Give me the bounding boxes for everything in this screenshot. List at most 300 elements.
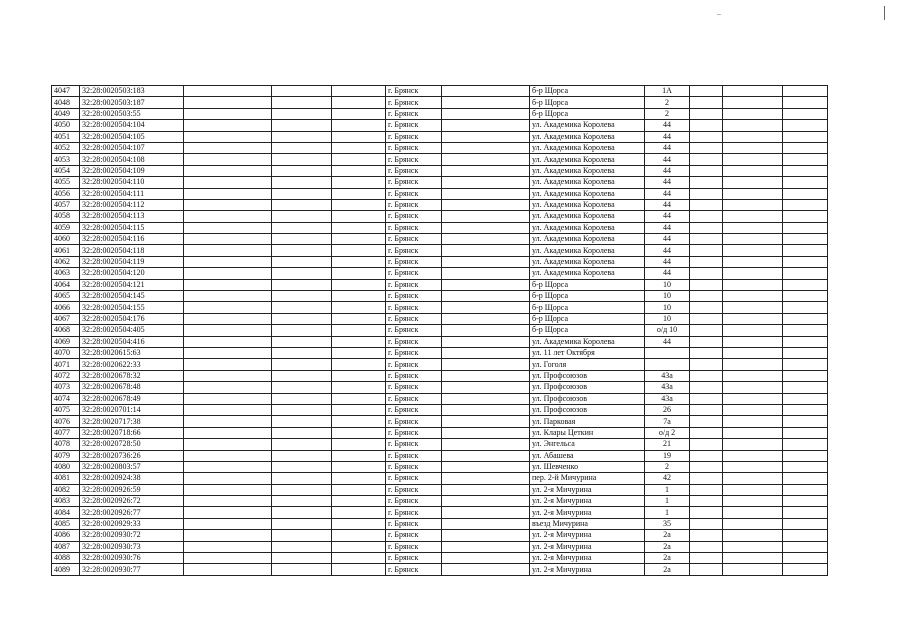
empty-cell bbox=[783, 177, 828, 188]
table-row bbox=[52, 211, 828, 222]
house-number-cell: 21 bbox=[645, 439, 690, 450]
cadastral-number-cell: 32:28:0020504:112 bbox=[80, 199, 184, 210]
empty-cell bbox=[442, 382, 530, 393]
table-row bbox=[52, 279, 828, 290]
house-number-cell: 2а bbox=[645, 541, 690, 552]
empty-cell bbox=[690, 120, 723, 131]
city-cell: г. Брянск bbox=[386, 382, 442, 393]
empty-cell bbox=[783, 222, 828, 233]
row-number-cell: 4081 bbox=[52, 473, 80, 484]
empty-cell bbox=[723, 268, 783, 279]
row-number-cell: 4074 bbox=[52, 393, 80, 404]
empty-cell bbox=[332, 473, 386, 484]
table-row bbox=[52, 154, 828, 165]
empty-cell bbox=[690, 268, 723, 279]
empty-cell bbox=[690, 165, 723, 176]
street-cell: ул. Парковая bbox=[530, 416, 645, 427]
empty-cell bbox=[723, 473, 783, 484]
cadastral-number-cell: 32:28:0020622:33 bbox=[80, 359, 184, 370]
row-number-cell: 4062 bbox=[52, 256, 80, 267]
street-cell: ул. Профсоюзов bbox=[530, 382, 645, 393]
empty-cell bbox=[272, 553, 332, 564]
city-cell: г. Брянск bbox=[386, 97, 442, 108]
cadastral-number-cell: 32:28:0020504:118 bbox=[80, 245, 184, 256]
empty-cell bbox=[783, 131, 828, 142]
empty-cell bbox=[332, 541, 386, 552]
street-cell: ул. Шевченко bbox=[530, 461, 645, 472]
empty-cell bbox=[723, 461, 783, 472]
cadastral-number-cell: 32:28:0020504:119 bbox=[80, 256, 184, 267]
empty-cell bbox=[184, 461, 272, 472]
row-number-cell: 4086 bbox=[52, 530, 80, 541]
empty-cell bbox=[442, 234, 530, 245]
empty-cell bbox=[723, 347, 783, 358]
house-number-cell: 2а bbox=[645, 530, 690, 541]
empty-cell bbox=[723, 131, 783, 142]
scan-edge-mark bbox=[884, 6, 885, 20]
house-number-cell: 10 bbox=[645, 313, 690, 324]
empty-cell bbox=[184, 541, 272, 552]
cadastral-number-cell: 32:28:0020929:33 bbox=[80, 518, 184, 529]
empty-cell bbox=[442, 473, 530, 484]
empty-cell bbox=[442, 86, 530, 97]
city-cell: г. Брянск bbox=[386, 279, 442, 290]
street-cell: ул. Профсоюзов bbox=[530, 404, 645, 415]
street-cell: ул. 2-я Мичурина bbox=[530, 496, 645, 507]
empty-cell bbox=[690, 245, 723, 256]
empty-cell bbox=[272, 325, 332, 336]
empty-cell bbox=[332, 291, 386, 302]
empty-cell bbox=[723, 279, 783, 290]
city-cell: г. Брянск bbox=[386, 142, 442, 153]
empty-cell bbox=[272, 291, 332, 302]
empty-cell bbox=[442, 518, 530, 529]
empty-cell bbox=[690, 370, 723, 381]
empty-cell bbox=[723, 245, 783, 256]
empty-cell bbox=[272, 268, 332, 279]
street-cell: ул. Академика Королева bbox=[530, 256, 645, 267]
empty-cell bbox=[723, 450, 783, 461]
empty-cell bbox=[442, 313, 530, 324]
row-number-cell: 4056 bbox=[52, 188, 80, 199]
empty-cell bbox=[783, 404, 828, 415]
empty-cell bbox=[332, 518, 386, 529]
empty-cell bbox=[783, 199, 828, 210]
table-row bbox=[52, 108, 828, 119]
empty-cell bbox=[332, 302, 386, 313]
empty-cell bbox=[332, 211, 386, 222]
empty-cell bbox=[690, 256, 723, 267]
street-cell: б-р Щорса bbox=[530, 313, 645, 324]
table-row bbox=[52, 427, 828, 438]
empty-cell bbox=[184, 86, 272, 97]
empty-cell bbox=[442, 291, 530, 302]
empty-cell bbox=[184, 393, 272, 404]
table-row bbox=[52, 518, 828, 529]
empty-cell bbox=[442, 188, 530, 199]
row-number-cell: 4066 bbox=[52, 302, 80, 313]
row-number-cell: 4076 bbox=[52, 416, 80, 427]
empty-cell bbox=[184, 234, 272, 245]
empty-cell bbox=[184, 439, 272, 450]
row-number-cell: 4058 bbox=[52, 211, 80, 222]
house-number-cell: 44 bbox=[645, 211, 690, 222]
house-number-cell: 2 bbox=[645, 108, 690, 119]
table-row bbox=[52, 439, 828, 450]
empty-cell bbox=[690, 211, 723, 222]
empty-cell bbox=[184, 302, 272, 313]
empty-cell bbox=[690, 131, 723, 142]
empty-cell bbox=[690, 427, 723, 438]
empty-cell bbox=[783, 108, 828, 119]
table-row bbox=[52, 461, 828, 472]
empty-cell bbox=[332, 325, 386, 336]
house-number-cell: 10 bbox=[645, 291, 690, 302]
empty-cell bbox=[783, 256, 828, 267]
cadastral-number-cell: 32:28:0020926:59 bbox=[80, 484, 184, 495]
empty-cell bbox=[184, 108, 272, 119]
empty-cell bbox=[723, 530, 783, 541]
table-row bbox=[52, 188, 828, 199]
empty-cell bbox=[783, 496, 828, 507]
empty-cell bbox=[272, 541, 332, 552]
street-cell: ул. Академика Королева bbox=[530, 154, 645, 165]
empty-cell bbox=[690, 86, 723, 97]
empty-cell bbox=[332, 97, 386, 108]
table-row bbox=[52, 268, 828, 279]
empty-cell bbox=[723, 302, 783, 313]
empty-cell bbox=[783, 359, 828, 370]
empty-cell bbox=[442, 530, 530, 541]
empty-cell bbox=[272, 177, 332, 188]
empty-cell bbox=[272, 439, 332, 450]
city-cell: г. Брянск bbox=[386, 234, 442, 245]
cadastral-number-cell: 32:28:0020930:77 bbox=[80, 564, 184, 575]
city-cell: г. Брянск bbox=[386, 222, 442, 233]
city-cell: г. Брянск bbox=[386, 416, 442, 427]
cadastral-number-cell: 32:28:0020504:416 bbox=[80, 336, 184, 347]
empty-cell bbox=[442, 564, 530, 575]
empty-cell bbox=[442, 142, 530, 153]
house-number-cell: 44 bbox=[645, 120, 690, 131]
street-cell: ул. 2-я Мичурина bbox=[530, 564, 645, 575]
cadastral-number-cell: 32:28:0020504:116 bbox=[80, 234, 184, 245]
street-cell: ул. Академика Королева bbox=[530, 268, 645, 279]
empty-cell bbox=[272, 234, 332, 245]
empty-cell bbox=[442, 211, 530, 222]
empty-cell bbox=[783, 245, 828, 256]
empty-cell bbox=[272, 245, 332, 256]
empty-cell bbox=[332, 86, 386, 97]
empty-cell bbox=[723, 120, 783, 131]
empty-cell bbox=[332, 222, 386, 233]
street-cell: ул. Академика Королева bbox=[530, 142, 645, 153]
empty-cell bbox=[272, 222, 332, 233]
empty-cell bbox=[723, 359, 783, 370]
row-number-cell: 4083 bbox=[52, 496, 80, 507]
house-number-cell: 10 bbox=[645, 302, 690, 313]
city-cell: г. Брянск bbox=[386, 291, 442, 302]
house-number-cell: 44 bbox=[645, 222, 690, 233]
empty-cell bbox=[783, 234, 828, 245]
house-number-cell: 1А bbox=[645, 86, 690, 97]
street-cell: ул. Академика Королева bbox=[530, 188, 645, 199]
city-cell: г. Брянск bbox=[386, 461, 442, 472]
house-number-cell bbox=[645, 359, 690, 370]
house-number-cell: 44 bbox=[645, 177, 690, 188]
row-number-cell: 4054 bbox=[52, 165, 80, 176]
empty-cell bbox=[723, 382, 783, 393]
row-number-cell: 4048 bbox=[52, 97, 80, 108]
empty-cell bbox=[184, 245, 272, 256]
city-cell: г. Брянск bbox=[386, 199, 442, 210]
empty-cell bbox=[783, 541, 828, 552]
empty-cell bbox=[690, 313, 723, 324]
row-number-cell: 4072 bbox=[52, 370, 80, 381]
row-number-cell: 4063 bbox=[52, 268, 80, 279]
house-number-cell: о/д 10 bbox=[645, 325, 690, 336]
empty-cell bbox=[442, 97, 530, 108]
house-number-cell: 43а bbox=[645, 370, 690, 381]
empty-cell bbox=[272, 473, 332, 484]
empty-cell bbox=[723, 211, 783, 222]
empty-cell bbox=[272, 199, 332, 210]
table-row bbox=[52, 256, 828, 267]
table-row bbox=[52, 553, 828, 564]
street-cell: пер. 2-й Мичурина bbox=[530, 473, 645, 484]
empty-cell bbox=[783, 165, 828, 176]
empty-cell bbox=[272, 313, 332, 324]
empty-cell bbox=[184, 553, 272, 564]
empty-cell bbox=[184, 484, 272, 495]
empty-cell bbox=[690, 473, 723, 484]
empty-cell bbox=[184, 199, 272, 210]
row-number-cell: 4085 bbox=[52, 518, 80, 529]
empty-cell bbox=[184, 507, 272, 518]
empty-cell bbox=[272, 461, 332, 472]
city-cell: г. Брянск bbox=[386, 507, 442, 518]
empty-cell bbox=[184, 347, 272, 358]
empty-cell bbox=[184, 131, 272, 142]
empty-cell bbox=[783, 439, 828, 450]
cadastral-number-cell: 32:28:0020504:120 bbox=[80, 268, 184, 279]
empty-cell bbox=[783, 450, 828, 461]
scan-speck bbox=[717, 14, 721, 15]
empty-cell bbox=[184, 256, 272, 267]
house-number-cell bbox=[645, 347, 690, 358]
city-cell: г. Брянск bbox=[386, 393, 442, 404]
empty-cell bbox=[723, 496, 783, 507]
house-number-cell: 2а bbox=[645, 553, 690, 564]
empty-cell bbox=[723, 313, 783, 324]
table-row bbox=[52, 393, 828, 404]
empty-cell bbox=[442, 256, 530, 267]
row-number-cell: 4049 bbox=[52, 108, 80, 119]
empty-cell bbox=[272, 142, 332, 153]
empty-cell bbox=[690, 553, 723, 564]
row-number-cell: 4079 bbox=[52, 450, 80, 461]
empty-cell bbox=[783, 393, 828, 404]
row-number-cell: 4082 bbox=[52, 484, 80, 495]
empty-cell bbox=[442, 268, 530, 279]
empty-cell bbox=[272, 359, 332, 370]
table-row bbox=[52, 564, 828, 575]
empty-cell bbox=[442, 370, 530, 381]
city-cell: г. Брянск bbox=[386, 165, 442, 176]
cadastral-number-cell: 32:28:0020504:107 bbox=[80, 142, 184, 153]
empty-cell bbox=[184, 97, 272, 108]
empty-cell bbox=[332, 154, 386, 165]
table-row bbox=[52, 370, 828, 381]
cadastral-number-cell: 32:28:0020930:72 bbox=[80, 530, 184, 541]
empty-cell bbox=[723, 564, 783, 575]
empty-cell bbox=[442, 131, 530, 142]
empty-cell bbox=[184, 530, 272, 541]
empty-cell bbox=[442, 302, 530, 313]
table-row bbox=[52, 404, 828, 415]
street-cell: ул. Гоголя bbox=[530, 359, 645, 370]
row-number-cell: 4053 bbox=[52, 154, 80, 165]
house-number-cell: 19 bbox=[645, 450, 690, 461]
empty-cell bbox=[783, 279, 828, 290]
empty-cell bbox=[783, 86, 828, 97]
table-row bbox=[52, 359, 828, 370]
empty-cell bbox=[723, 142, 783, 153]
table-row bbox=[52, 291, 828, 302]
empty-cell bbox=[783, 553, 828, 564]
empty-cell bbox=[723, 541, 783, 552]
house-number-cell: 44 bbox=[645, 131, 690, 142]
empty-cell bbox=[332, 199, 386, 210]
street-cell: ул. Профсоюзов bbox=[530, 393, 645, 404]
empty-cell bbox=[723, 86, 783, 97]
empty-cell bbox=[442, 507, 530, 518]
house-number-cell: 43а bbox=[645, 393, 690, 404]
empty-cell bbox=[442, 359, 530, 370]
empty-cell bbox=[690, 404, 723, 415]
empty-cell bbox=[723, 507, 783, 518]
city-cell: г. Брянск bbox=[386, 188, 442, 199]
city-cell: г. Брянск bbox=[386, 131, 442, 142]
empty-cell bbox=[442, 279, 530, 290]
city-cell: г. Брянск bbox=[386, 86, 442, 97]
empty-cell bbox=[690, 177, 723, 188]
house-number-cell: 44 bbox=[645, 199, 690, 210]
row-number-cell: 4051 bbox=[52, 131, 80, 142]
city-cell: г. Брянск bbox=[386, 177, 442, 188]
empty-cell bbox=[184, 291, 272, 302]
empty-cell bbox=[783, 142, 828, 153]
empty-cell bbox=[690, 359, 723, 370]
street-cell: ул. Академика Королева bbox=[530, 177, 645, 188]
cadastral-number-cell: 32:28:0020504:115 bbox=[80, 222, 184, 233]
empty-cell bbox=[332, 439, 386, 450]
street-cell: б-р Щорса bbox=[530, 325, 645, 336]
empty-cell bbox=[690, 564, 723, 575]
street-cell: ул. Академика Королева bbox=[530, 199, 645, 210]
empty-cell bbox=[690, 496, 723, 507]
empty-cell bbox=[184, 268, 272, 279]
empty-cell bbox=[272, 507, 332, 518]
empty-cell bbox=[332, 177, 386, 188]
city-cell: г. Брянск bbox=[386, 108, 442, 119]
house-number-cell: 43а bbox=[645, 382, 690, 393]
city-cell: г. Брянск bbox=[386, 256, 442, 267]
empty-cell bbox=[690, 325, 723, 336]
empty-cell bbox=[690, 382, 723, 393]
street-cell: б-р Щорса bbox=[530, 97, 645, 108]
row-number-cell: 4088 bbox=[52, 553, 80, 564]
empty-cell bbox=[783, 302, 828, 313]
cadastral-number-cell: 32:28:0020504:104 bbox=[80, 120, 184, 131]
street-cell: ул. Профсоюзов bbox=[530, 370, 645, 381]
empty-cell bbox=[783, 530, 828, 541]
empty-cell bbox=[442, 393, 530, 404]
empty-cell bbox=[184, 518, 272, 529]
row-number-cell: 4070 bbox=[52, 347, 80, 358]
empty-cell bbox=[783, 507, 828, 518]
cadastral-number-cell: 32:28:0020504:121 bbox=[80, 279, 184, 290]
cadastral-number-cell: 32:28:0020504:176 bbox=[80, 313, 184, 324]
empty-cell bbox=[783, 461, 828, 472]
empty-cell bbox=[332, 108, 386, 119]
cadastral-number-cell: 32:28:0020930:76 bbox=[80, 553, 184, 564]
empty-cell bbox=[332, 416, 386, 427]
empty-cell bbox=[272, 86, 332, 97]
city-cell: г. Брянск bbox=[386, 211, 442, 222]
empty-cell bbox=[442, 108, 530, 119]
empty-cell bbox=[690, 108, 723, 119]
empty-cell bbox=[723, 325, 783, 336]
table-row bbox=[52, 199, 828, 210]
table-row bbox=[52, 222, 828, 233]
empty-cell bbox=[184, 473, 272, 484]
empty-cell bbox=[783, 188, 828, 199]
empty-cell bbox=[723, 234, 783, 245]
empty-cell bbox=[690, 507, 723, 518]
empty-cell bbox=[783, 518, 828, 529]
city-cell: г. Брянск bbox=[386, 120, 442, 131]
empty-cell bbox=[332, 564, 386, 575]
city-cell: г. Брянск bbox=[386, 302, 442, 313]
empty-cell bbox=[723, 291, 783, 302]
table-row bbox=[52, 97, 828, 108]
empty-cell bbox=[332, 484, 386, 495]
street-cell: б-р Щорса bbox=[530, 302, 645, 313]
row-number-cell: 4050 bbox=[52, 120, 80, 131]
house-number-cell: 44 bbox=[645, 268, 690, 279]
empty-cell bbox=[783, 268, 828, 279]
empty-cell bbox=[442, 245, 530, 256]
empty-cell bbox=[690, 484, 723, 495]
empty-cell bbox=[723, 393, 783, 404]
empty-cell bbox=[442, 347, 530, 358]
house-number-cell: 7а bbox=[645, 416, 690, 427]
cadastral-number-cell: 32:28:0020504:109 bbox=[80, 165, 184, 176]
empty-cell bbox=[332, 496, 386, 507]
house-number-cell: 10 bbox=[645, 279, 690, 290]
row-number-cell: 4047 bbox=[52, 86, 80, 97]
cadastral-number-cell: 32:28:0020803:57 bbox=[80, 461, 184, 472]
empty-cell bbox=[442, 484, 530, 495]
row-number-cell: 4077 bbox=[52, 427, 80, 438]
empty-cell bbox=[332, 165, 386, 176]
street-cell: ул. 2-я Мичурина bbox=[530, 553, 645, 564]
street-cell: б-р Щорса bbox=[530, 86, 645, 97]
street-cell: въезд Мичурина bbox=[530, 518, 645, 529]
table-row bbox=[52, 473, 828, 484]
city-cell: г. Брянск bbox=[386, 564, 442, 575]
